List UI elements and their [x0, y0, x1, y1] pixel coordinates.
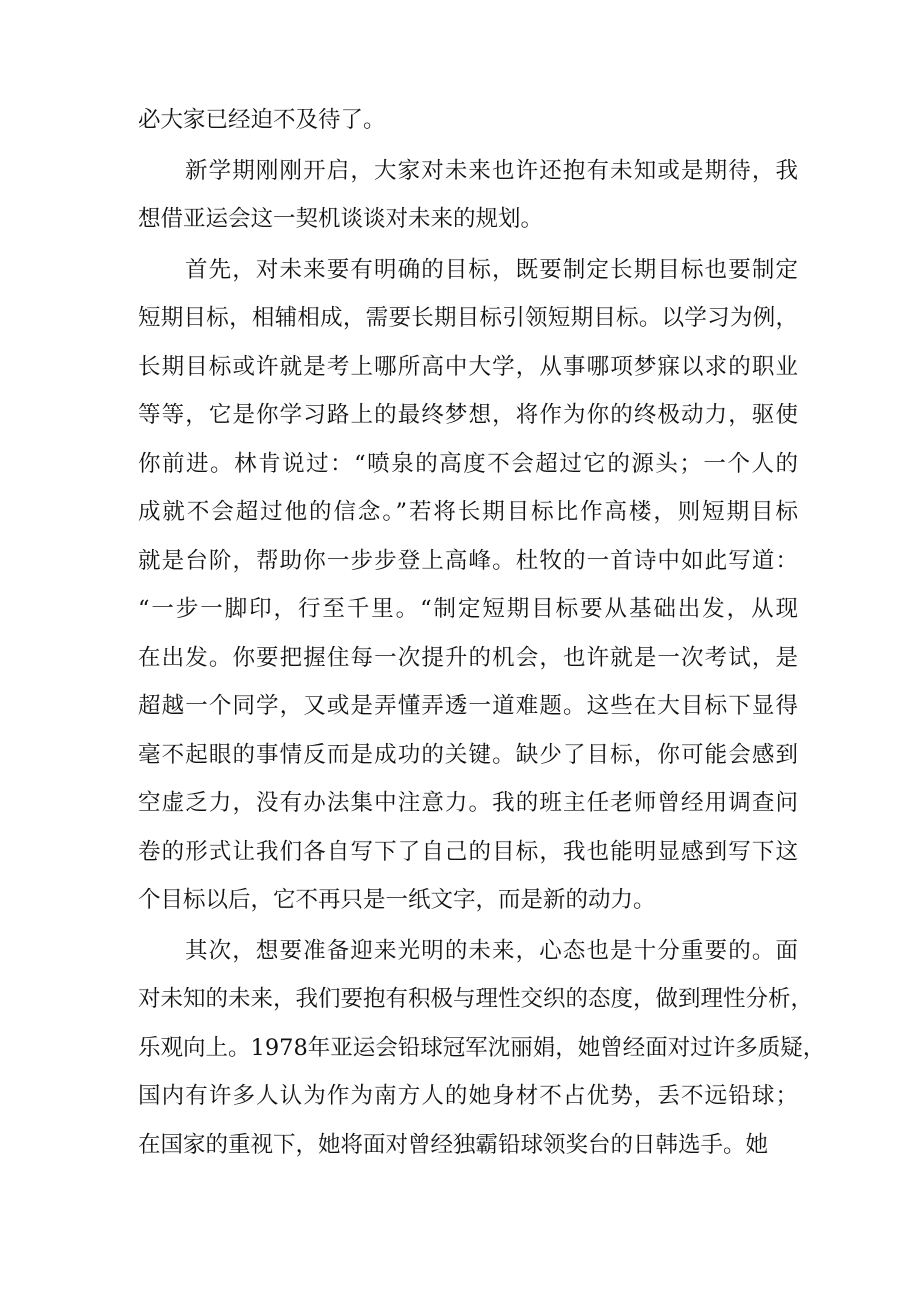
text-line: 长期目标或许就是考上哪所高中大学，从事哪项梦寐以求的职业	[138, 353, 798, 380]
text-line: 国内有许多人认为作为南方人的她身材不占优势，丢不远铅球；	[138, 1083, 798, 1109]
text-line: 对未知的未来，我们要抱有积极与理性交织的态度，做到理性分析，	[138, 986, 814, 1012]
text-line: 必大家已经迫不及待了。	[138, 107, 386, 133]
paragraph	[138, 246, 798, 925]
text-line: 想借亚运会这一契机谈谈对未来的规划。	[138, 206, 544, 232]
text-line: 新学期刚刚开启，大家对未来也许还抱有未知或是期待，我	[185, 157, 798, 184]
text-line: 成就不会超过他的信念。”若将长期目标比作高楼，则短期目标	[138, 499, 798, 525]
text-line: “一步一脚印，行至千里。“制定短期目标要从基础出发，从现	[138, 596, 798, 622]
text-line: 空虚乏力，没有办法集中注意力。我的班主任老师曾经用调查问	[138, 790, 798, 816]
paragraph	[138, 96, 798, 145]
text-line: 短期目标，相辅相成，需要长期目标引领短期目标。以学习为例，	[138, 305, 798, 331]
text-line: 个目标以后，它不再只是一纸文字，而是新的动力。	[138, 887, 656, 913]
text-line: 等等，它是你学习路上的最终梦想，将作为你的终极动力，驱使	[138, 402, 798, 428]
document-body	[138, 96, 826, 1169]
text-line: 首先，对未来要有明确的目标，既要制定长期目标也要制定	[185, 256, 798, 283]
text-line: 卷的形式让我们各自写下了自己的目标，我也能明显感到写下这	[138, 838, 798, 865]
text-line: 其次，想要准备迎来光明的未来，心态也是十分重要的。面	[185, 937, 798, 964]
text-line: 在国家的重视下，她将面对曾经独霸铅球领奖台的日韩选手。她	[138, 1131, 769, 1158]
text-line: 在出发。你要把握住每一次提升的机会，也许就是一次考试，是	[138, 644, 798, 671]
text-line: 超越一个同学，又或是弄懂弄透一道难题。这些在大目标下显得	[138, 693, 798, 719]
text-line: 你前进。林肯说过：“喷泉的高度不会超过它的源头；一个人的	[138, 450, 798, 477]
paragraph	[138, 147, 798, 244]
text-line: 乐观向上。1978年亚运会铅球冠军沈丽娟，她曾经面对过许多质疑，	[138, 1034, 826, 1061]
paragraph	[138, 927, 826, 1170]
text-line: 毫不起眼的事情反而是成功的关键。缺少了目标，你可能会感到	[138, 741, 798, 768]
text-line: 就是台阶，帮助你一步步登上高峰。杜牧的一首诗中如此写道：	[138, 547, 798, 574]
